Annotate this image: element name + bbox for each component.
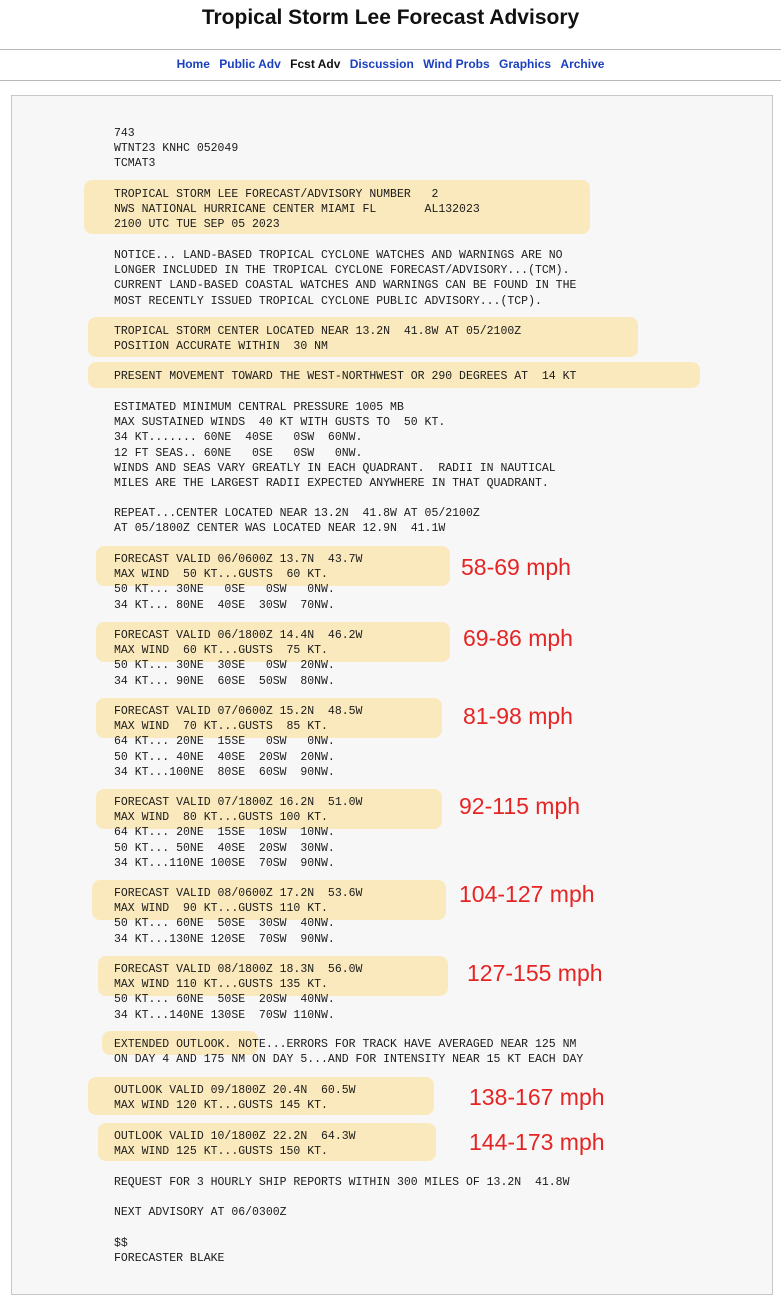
forecast-block-4: FORECAST VALID 07/1800Z 16.2N 51.0W MAX WIND 80 KT...GUSTS 100 KT. 64 KT... 20NE 15SE 10SW 10NW. 50 KT... 50NE 40SE 20SW 30NW. 34 KT...110NE 100SE 70SW 90NW.	[114, 796, 363, 870]
nav-fcst-adv-current: Fcst Adv	[290, 57, 341, 71]
advisory-movement: PRESENT MOVEMENT TOWARD THE WEST-NORTHWEST OR 290 DEGREES AT 14 KT	[114, 370, 577, 383]
advisory-title-block: TROPICAL STORM LEE FORECAST/ADVISORY NUMBER 2 NWS NATIONAL HURRICANE CENTER MIAMI FL AL132023 2100 UTC TUE SEP 05 2023	[114, 188, 480, 232]
nav-bar	[0, 57, 781, 71]
mph-annotation-3: 81-98 mph	[463, 703, 573, 729]
mph-annotation-5: 104-127 mph	[459, 881, 595, 907]
advisory-repeat: REPEAT...CENTER LOCATED NEAR 13.2N 41.8W AT 05/2100Z AT 05/1800Z CENTER WAS LOCATED NEAR 12.9N 41.1W	[114, 507, 480, 536]
nav-archive-link[interactable]: Archive	[560, 57, 605, 71]
outlook-block-2: OUTLOOK VALID 10/1800Z 22.2N 64.3W MAX WIND 125 KT...GUSTS 150 KT.	[114, 1130, 356, 1159]
mph-annotation-6: 127-155 mph	[467, 960, 603, 986]
nav-home-link[interactable]: Home	[176, 57, 210, 71]
advisory-next: NEXT ADVISORY AT 06/0300Z	[114, 1206, 287, 1219]
nav-graphics-link[interactable]: Graphics	[499, 57, 552, 71]
forecast-block-3: FORECAST VALID 07/0600Z 15.2N 48.5W MAX WIND 70 KT...GUSTS 85 KT. 64 KT... 20NE 15SE 0SW 0NW. 50 KT... 40NE 40SE 20SW 20NW. 34 KT...100NE 80SE 60SW 90NW.	[114, 705, 363, 779]
forecast-block-1: FORECAST VALID 06/0600Z 13.7N 43.7W MAX WIND 50 KT...GUSTS 60 KT. 50 KT... 30NE 0SE 0SW 0NW. 34 KT... 80NE 40SE 30SW 70NW.	[114, 553, 363, 612]
nav-wind-probs-link[interactable]: Wind Probs	[423, 57, 490, 71]
nav-discussion-link[interactable]: Discussion	[349, 57, 414, 71]
forecast-block-2: FORECAST VALID 06/1800Z 14.4N 46.2W MAX WIND 60 KT...GUSTS 75 KT. 50 KT... 30NE 30SE 0SW 20NW. 34 KT... 90NE 60SE 50SW 80NW.	[114, 629, 363, 688]
advisory-footer: $$ FORECASTER BLAKE	[114, 1237, 225, 1266]
nav-public-adv-link[interactable]: Public Adv	[219, 57, 281, 71]
outlook-block-1: OUTLOOK VALID 09/1800Z 20.4N 60.5W MAX WIND 120 KT...GUSTS 145 KT.	[114, 1084, 356, 1113]
forecast-block-6: FORECAST VALID 08/1800Z 18.3N 56.0W MAX WIND 110 KT...GUSTS 135 KT. 50 KT... 60NE 50SE 20SW 40NW. 34 KT...140NE 130SE 70SW 110NW.	[114, 963, 363, 1022]
header-divider	[0, 49, 781, 50]
mph-annotation-8: 144-173 mph	[469, 1129, 605, 1155]
advisory-request: REQUEST FOR 3 HOURLY SHIP REPORTS WITHIN 300 MILES OF 13.2N 41.8W	[114, 1176, 570, 1189]
nav-divider	[0, 80, 781, 81]
mph-annotation-2: 69-86 mph	[463, 625, 573, 651]
advisory-header: 743 WTNT23 KNHC 052049 TCMAT3	[114, 127, 239, 171]
advisory-intensity: ESTIMATED MINIMUM CENTRAL PRESSURE 1005 MB MAX SUSTAINED WINDS 40 KT WITH GUSTS TO 50 KT. 34 KT....... 60NE 40SE 0SW 60NW. 12 FT SEAS.. 60NE 0SE 0SW 0NW. WINDS AND SEAS VARY GREATLY IN EACH QUADRANT. RADII IN NAUTICAL MILES ARE THE LARGEST RADII EXPECTED ANYWHERE IN THAT QUADRANT.	[114, 401, 556, 491]
mph-annotation-1: 58-69 mph	[461, 554, 571, 580]
advisory-extended-outlook: EXTENDED OUTLOOK. NOTE...ERRORS FOR TRACK HAVE AVERAGED NEAR 125 NM ON DAY 4 AND 175 NM ON DAY 5...AND FOR INTENSITY NEAR 15 KT EACH DAY	[114, 1038, 584, 1067]
page-title: Tropical Storm Lee Forecast Advisory	[201, 6, 580, 29]
mph-annotation-7: 138-167 mph	[469, 1084, 605, 1110]
advisory-center: TROPICAL STORM CENTER LOCATED NEAR 13.2N 41.8W AT 05/2100Z POSITION ACCURATE WITHIN 30 NM	[114, 325, 522, 354]
forecast-block-5: FORECAST VALID 08/0600Z 17.2N 53.6W MAX WIND 90 KT...GUSTS 110 KT. 50 KT... 60NE 50SE 30SW 40NW. 34 KT...130NE 120SE 70SW 90NW.	[114, 887, 363, 946]
mph-annotation-4: 92-115 mph	[459, 793, 581, 819]
advisory-notice: NOTICE... LAND-BASED TROPICAL CYCLONE WATCHES AND WARNINGS ARE NO LONGER INCLUDED IN THE TROPICAL CYCLONE FORECAST/ADVISORY...(TCM). CURRENT LAND-BASED COASTAL WATCHES AND WARNINGS CAN BE FOUND IN THE MOST RECENTLY ISSUED TROPICAL CYCLONE PUBLIC ADVISORY...(TCP).	[114, 249, 577, 308]
